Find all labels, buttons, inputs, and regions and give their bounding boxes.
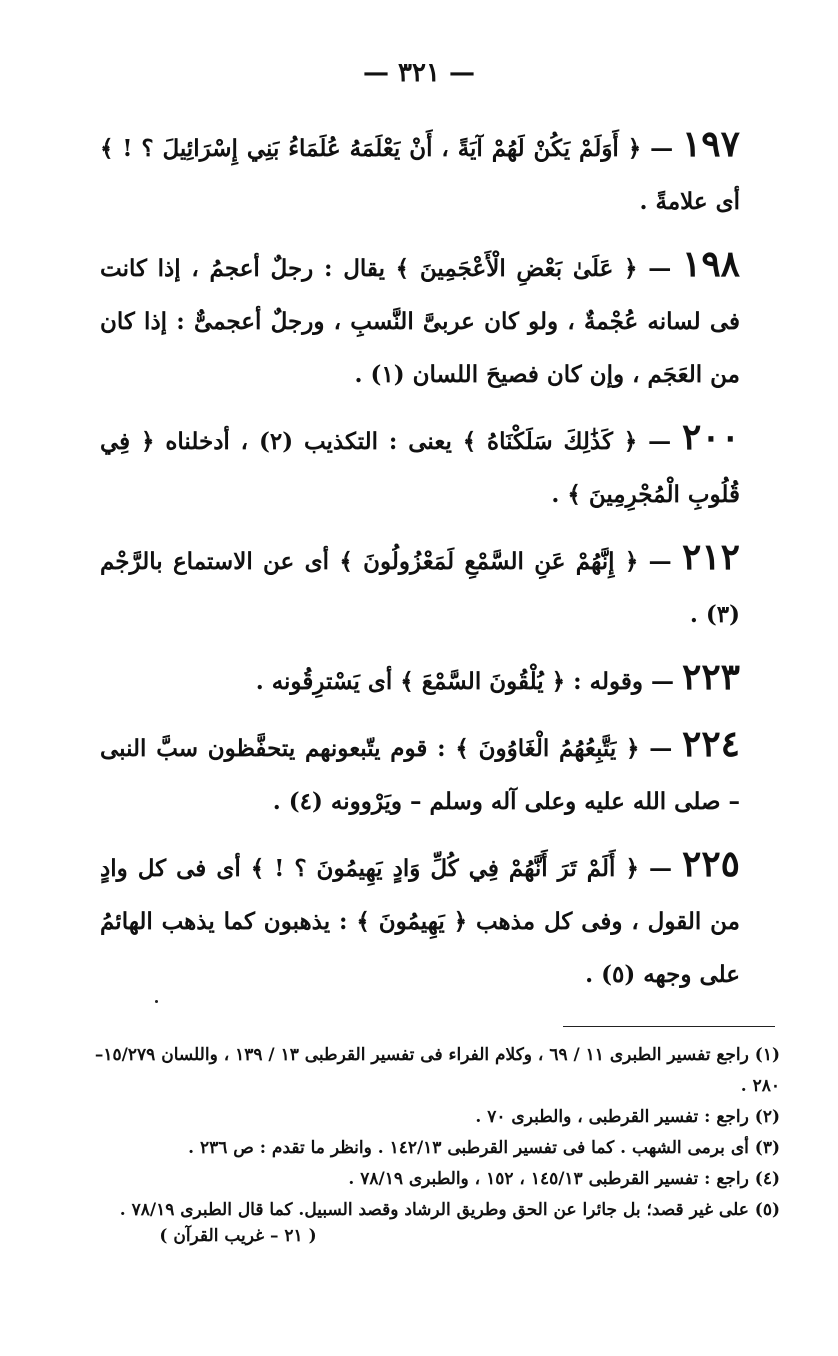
verse-number: ٢٠٠ [681,416,740,458]
entry-text: — ﴿ عَلَىٰ بَعْضِ الْأَعْجَمِينَ ﴾ يقال : رجلٌ أعجمُ ، إذا كانت فى لسانه عُجْمةٌ ، ولو كان عربىَّ النَّسبِ ، ورجلٌ أعجمىٌّ : إذا كان من العَجَم ، وإن كان فصيحَ اللسان (١) . [100,255,740,388]
entry-197 [100,118,740,228]
main-text [100,118,740,1011]
footnote-4: (٤) راجع : تفسير القرطبى ١٤٥/١٣ ، ١٥٢ ، والطبرى ٧٨/١٩ . [348,1169,780,1189]
verse-number: ٢٢٥ [681,843,740,885]
entry-198 [100,238,740,401]
verse-number: ٢٢٤ [681,723,740,765]
page-number: — ٣٢١ — [362,58,476,88]
verse-number: ٢٢٣ [681,656,740,698]
print-dot [155,1000,158,1003]
footnote-1: (١) راجع تفسير الطبرى ١١ / ٦٩ ، وكلام الفراء فى تفسير القرطبى ١٣ / ١٣٩ ، واللسان ١٥/٢٧٩–٢٨٠ . [94,1045,780,1096]
entry-text: — ﴿ أَوَلَمْ يَكُنْ لَهُمْ آيَةً ، أَنْ يَعْلَمَهُ عُلَمَاءُ بَنِي إِسْرَائِيلَ ؟ ! ﴾ أى علامةً . [100,135,740,215]
footnote-5: (٥) على غير قصد؛ بل جائرا عن الحق وطريق الرشاد وقصد السبيل. كما قال الطبرى ٧٨/١٩ . [119,1200,780,1220]
verse-number: ٢١٢ [681,536,740,578]
verse-number: ١٩٨ [681,243,740,285]
entry-text: — ﴿ يَتَّبِعُهُمُ الْغَاوُونَ ﴾ : قوم يتّبعونهم يتحفَّظون سبَّ النبى – صلى الله عليه وعلى آله وسلم – ويَرْوونه (٤) . [100,735,740,815]
entry-text: — ﴿ أَلَمْ تَرَ أَنَّهُمْ فِي كُلِّ وَادٍ يَهِيمُونَ ؟ ! ﴾ أى فى كل وادٍ من القول ، وفى كل مذهب ﴿ يَهِيمُونَ ﴾ : يذهبون كما يذهب الهائمُ على وجهه (٥) . [100,855,740,988]
footnote-3: (٣) أى برمى الشهب . كما فى تفسير القرطبى ١٤٢/١٣ . وانظر ما تقدم : ص ٢٣٦ . [188,1138,780,1158]
entry-200 [100,411,740,521]
entry-223 [100,651,740,708]
footnote-divider [563,1026,775,1027]
entry-text: — وقوله : ﴿ يُلْقُونَ السَّمْعَ ﴾ أى يَسْترِقُونه . [255,668,674,695]
entry-224 [100,718,740,828]
footnote-2: (٢) راجع : تفسير القرطبى ، والطبرى ٧٠ . [475,1107,780,1127]
entry-212 [100,531,740,641]
entry-225 [100,838,740,1001]
entry-text: — ﴿ كَذَٰلِكَ سَلَكْنَاهُ ﴾ يعنى : التكذيب (٢) ، أدخلناه ﴿ فِي قُلُوبِ الْمُجْرِمِينَ ﴾ . [100,428,740,508]
verse-number: ١٩٧ [681,123,740,165]
entry-text: — ﴿ إِنَّهُمْ عَنِ السَّمْعِ لَمَعْزُولُونَ ﴾ أى عن الاستماع بالرَّجْم (٣) . [100,548,740,628]
signature-mark: ( ٢١ – غريب القرآن ) [159,1226,317,1246]
footnotes [90,1040,780,1226]
